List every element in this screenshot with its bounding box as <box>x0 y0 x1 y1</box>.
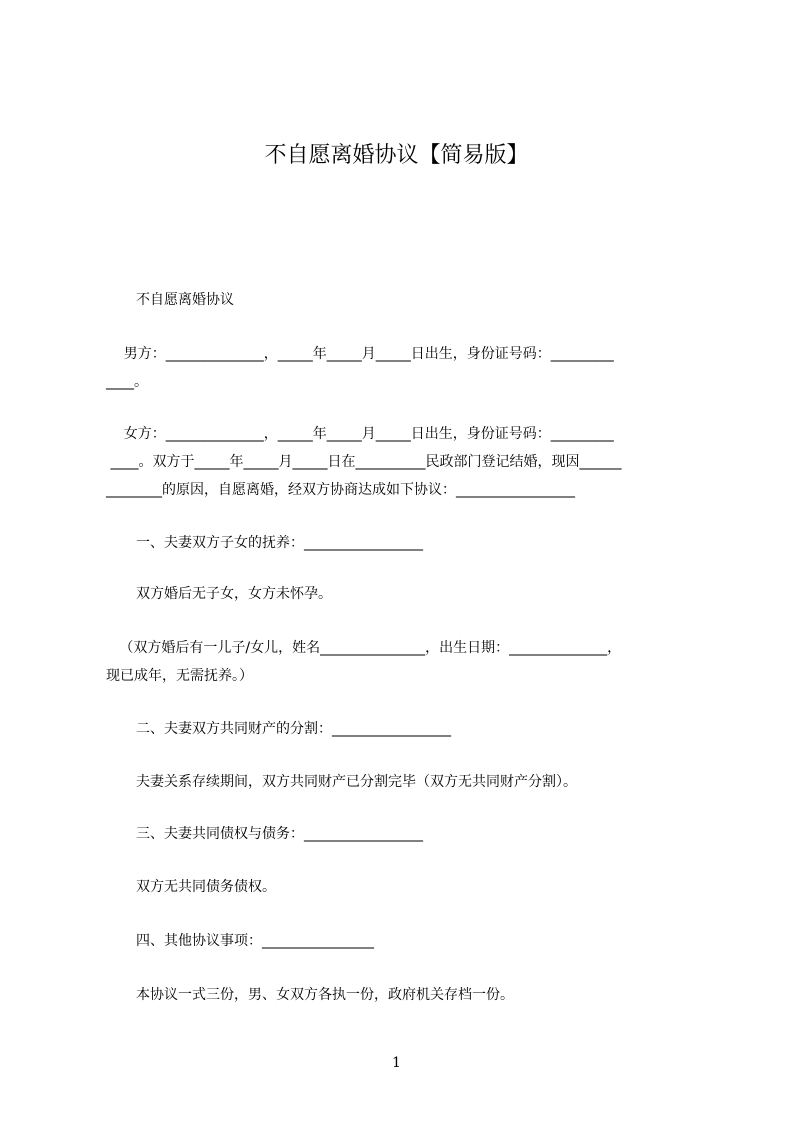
page-number: 1 <box>392 1055 401 1071</box>
heading: 不自愿离婚协议 <box>136 292 234 308</box>
section-3-text: 双方无共同债务债权。 <box>136 879 276 895</box>
section-1-alt-line-1: （双方婚后有一儿子/女儿，姓名_______________，出生日期：______________， <box>106 640 622 656</box>
section-1-text: 双方婚后无子女，女方未怀孕。 <box>136 586 332 602</box>
section-1-title: 一、夫妻双方子女的抚养：_________________ <box>136 535 423 551</box>
section-1-alt-line-2: 现已成年，无需抚养。） <box>106 668 253 684</box>
man-line-1: 男方：______________，_____年_____月_____日出生，身份证号码：_________ <box>106 346 614 362</box>
section-3-title: 三、夫妻共同债权与债务：_________________ <box>136 826 423 842</box>
section-4-title: 四、其他协议事项：________________ <box>136 933 374 949</box>
section-2-text: 夫妻关系存续期间，双方共同财产已分割完毕（双方无共同财产分割）。 <box>136 774 577 790</box>
section-2-title: 二、夫妻双方共同财产的分割：_________________ <box>136 721 451 737</box>
section-4-text: 本协议一式三份，男、女双方各执一份，政府机关存档一份。 <box>136 987 514 1003</box>
woman-line-2: ____。双方于_____年_____月_____日在__________民政部门登记结婚，现因______ <box>106 454 622 470</box>
man-line-2: ____。 <box>106 374 148 390</box>
woman-line-1: 女方：______________，_____年_____月_____日出生，身份证号码：_________ <box>106 426 614 442</box>
woman-line-3: ________的原因，自愿离婚，经双方协商达成如下协议：_________________ <box>106 482 575 498</box>
document-title: 不自愿离婚协议【简易版】 <box>264 143 529 168</box>
